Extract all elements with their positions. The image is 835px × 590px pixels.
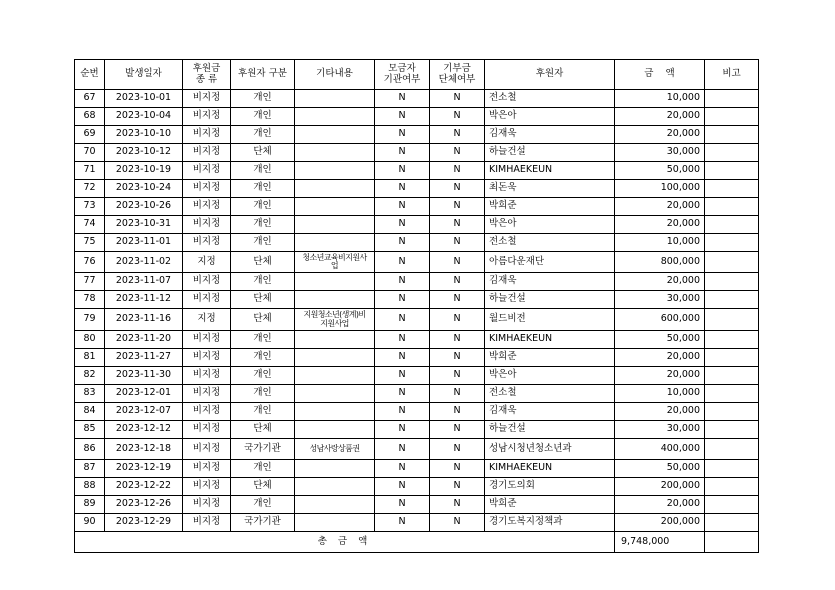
cell-donor: 박은아 xyxy=(485,216,615,234)
header-seq: 순번 xyxy=(75,60,105,90)
cell-fundraising-org: N xyxy=(375,234,430,252)
cell-remarks xyxy=(705,198,759,216)
cell-donor: 경기도의회 xyxy=(485,478,615,496)
header-donor: 후원자 xyxy=(485,60,615,90)
cell-remarks xyxy=(705,496,759,514)
cell-seq: 78 xyxy=(75,291,105,309)
cell-donor-type: 개인 xyxy=(231,180,295,198)
cell-kind: 비지정 xyxy=(183,331,231,349)
header-kind-line1: 후원금 xyxy=(192,62,221,74)
cell-kind: 비지정 xyxy=(183,126,231,144)
cell-donor-type: 개인 xyxy=(231,126,295,144)
cell-donor: 성남시청년청소년과 xyxy=(485,439,615,460)
cell-donor-type: 개인 xyxy=(231,460,295,478)
cell-amount: 10,000 xyxy=(615,234,705,252)
cell-donation-group: N xyxy=(430,385,485,403)
cell-fundraising-org: N xyxy=(375,331,430,349)
cell-donor: 박은아 xyxy=(485,108,615,126)
cell-fundraising-org: N xyxy=(375,309,430,331)
cell-fundraising-org: N xyxy=(375,126,430,144)
cell-donor-type: 단체 xyxy=(231,478,295,496)
cell-fundraising-org: N xyxy=(375,403,430,421)
cell-donation-group: N xyxy=(430,496,485,514)
cell-amount: 20,000 xyxy=(615,198,705,216)
cell-donor-type: 개인 xyxy=(231,331,295,349)
cell-kind: 비지정 xyxy=(183,478,231,496)
table-row xyxy=(75,180,759,198)
cell-donor: 월드비전 xyxy=(485,309,615,331)
table-row xyxy=(75,90,759,108)
cell-donor: KIMHAEKEUN xyxy=(485,162,615,180)
cell-donor-type: 국가기관 xyxy=(231,514,295,532)
table-row xyxy=(75,291,759,309)
cell-kind: 비지정 xyxy=(183,234,231,252)
cell-donor: 하늘건설 xyxy=(485,291,615,309)
table-row xyxy=(75,460,759,478)
cell-date: 2023-10-12 xyxy=(105,144,183,162)
table-row xyxy=(75,385,759,403)
cell-note xyxy=(295,180,375,198)
cell-amount: 50,000 xyxy=(615,162,705,180)
cell-note xyxy=(295,385,375,403)
table-row xyxy=(75,309,759,331)
cell-remarks xyxy=(705,90,759,108)
cell-fundraising-org: N xyxy=(375,162,430,180)
cell-remarks xyxy=(705,349,759,367)
cell-date: 2023-12-12 xyxy=(105,421,183,439)
cell-donor: 김재욱 xyxy=(485,403,615,421)
cell-date: 2023-10-19 xyxy=(105,162,183,180)
cell-remarks xyxy=(705,234,759,252)
cell-remarks xyxy=(705,108,759,126)
cell-seq: 70 xyxy=(75,144,105,162)
cell-seq: 76 xyxy=(75,252,105,273)
cell-seq: 68 xyxy=(75,108,105,126)
header-kind xyxy=(183,60,231,90)
cell-remarks xyxy=(705,385,759,403)
cell-seq: 83 xyxy=(75,385,105,403)
cell-donation-group: N xyxy=(430,90,485,108)
cell-donor: 김재욱 xyxy=(485,126,615,144)
cell-kind: 비지정 xyxy=(183,460,231,478)
cell-donation-group: N xyxy=(430,144,485,162)
cell-donor: 전소철 xyxy=(485,234,615,252)
table-row xyxy=(75,478,759,496)
cell-seq: 86 xyxy=(75,439,105,460)
cell-date: 2023-12-07 xyxy=(105,403,183,421)
cell-amount: 20,000 xyxy=(615,273,705,291)
cell-donor: 박은아 xyxy=(485,367,615,385)
table-row xyxy=(75,126,759,144)
cell-amount: 20,000 xyxy=(615,126,705,144)
cell-donation-group: N xyxy=(430,126,485,144)
cell-fundraising-org: N xyxy=(375,385,430,403)
cell-date: 2023-12-18 xyxy=(105,439,183,460)
cell-date: 2023-11-16 xyxy=(105,309,183,331)
cell-donor: 박희준 xyxy=(485,198,615,216)
cell-fundraising-org: N xyxy=(375,496,430,514)
cell-amount: 20,000 xyxy=(615,108,705,126)
cell-seq: 82 xyxy=(75,367,105,385)
cell-donation-group: N xyxy=(430,439,485,460)
table-row xyxy=(75,198,759,216)
cell-amount: 20,000 xyxy=(615,367,705,385)
cell-date: 2023-11-07 xyxy=(105,273,183,291)
header-row xyxy=(75,60,759,90)
cell-kind: 비지정 xyxy=(183,180,231,198)
cell-note xyxy=(295,108,375,126)
cell-date: 2023-11-20 xyxy=(105,331,183,349)
table-row xyxy=(75,108,759,126)
cell-seq: 71 xyxy=(75,162,105,180)
cell-note xyxy=(295,90,375,108)
cell-kind: 비지정 xyxy=(183,367,231,385)
table-row xyxy=(75,162,759,180)
cell-donor-type: 단체 xyxy=(231,309,295,331)
cell-seq: 69 xyxy=(75,126,105,144)
cell-note xyxy=(295,126,375,144)
cell-donor-type: 개인 xyxy=(231,216,295,234)
cell-note xyxy=(295,496,375,514)
cell-donation-group: N xyxy=(430,108,485,126)
cell-kind: 비지정 xyxy=(183,514,231,532)
cell-kind: 비지정 xyxy=(183,496,231,514)
cell-donor: 최돈욱 xyxy=(485,180,615,198)
cell-remarks xyxy=(705,144,759,162)
cell-donation-group: N xyxy=(430,349,485,367)
cell-donor-type: 개인 xyxy=(231,198,295,216)
header-amount: 금 액 xyxy=(615,60,705,90)
table-row xyxy=(75,216,759,234)
cell-amount: 30,000 xyxy=(615,291,705,309)
cell-note: 청소년교육비지원사업 xyxy=(295,252,375,273)
cell-donation-group: N xyxy=(430,216,485,234)
cell-note xyxy=(295,144,375,162)
cell-note xyxy=(295,349,375,367)
cell-donor-type: 개인 xyxy=(231,385,295,403)
header-note: 기타내용 xyxy=(295,60,375,90)
cell-remarks xyxy=(705,162,759,180)
cell-remarks xyxy=(705,273,759,291)
cell-seq: 88 xyxy=(75,478,105,496)
header-fundraising-org xyxy=(375,60,430,90)
table-row xyxy=(75,439,759,460)
cell-note xyxy=(295,367,375,385)
cell-kind: 비지정 xyxy=(183,291,231,309)
cell-donation-group: N xyxy=(430,331,485,349)
cell-donation-group: N xyxy=(430,162,485,180)
cell-donation-group: N xyxy=(430,478,485,496)
cell-fundraising-org: N xyxy=(375,198,430,216)
cell-amount: 100,000 xyxy=(615,180,705,198)
cell-remarks xyxy=(705,331,759,349)
cell-remarks xyxy=(705,309,759,331)
table-row xyxy=(75,367,759,385)
cell-note xyxy=(295,291,375,309)
cell-remarks xyxy=(705,252,759,273)
cell-kind: 비지정 xyxy=(183,216,231,234)
header-donation-group xyxy=(430,60,485,90)
cell-fundraising-org: N xyxy=(375,108,430,126)
cell-donor: KIMHAEKEUN xyxy=(485,460,615,478)
cell-donor: 경기도복지정책과 xyxy=(485,514,615,532)
cell-date: 2023-12-01 xyxy=(105,385,183,403)
cell-seq: 80 xyxy=(75,331,105,349)
cell-seq: 87 xyxy=(75,460,105,478)
total-row xyxy=(75,532,759,553)
cell-seq: 75 xyxy=(75,234,105,252)
cell-fundraising-org: N xyxy=(375,216,430,234)
cell-date: 2023-12-29 xyxy=(105,514,183,532)
cell-seq: 85 xyxy=(75,421,105,439)
cell-donation-group: N xyxy=(430,403,485,421)
cell-seq: 90 xyxy=(75,514,105,532)
cell-donation-group: N xyxy=(430,367,485,385)
cell-kind: 비지정 xyxy=(183,273,231,291)
cell-remarks xyxy=(705,403,759,421)
cell-donor: 박희준 xyxy=(485,349,615,367)
cell-remarks xyxy=(705,216,759,234)
cell-fundraising-org: N xyxy=(375,291,430,309)
cell-fundraising-org: N xyxy=(375,252,430,273)
cell-amount: 10,000 xyxy=(615,90,705,108)
cell-kind: 비지정 xyxy=(183,349,231,367)
cell-fundraising-org: N xyxy=(375,514,430,532)
donation-ledger-table xyxy=(74,59,759,553)
cell-fundraising-org: N xyxy=(375,144,430,162)
table-row xyxy=(75,331,759,349)
cell-donor-type: 개인 xyxy=(231,367,295,385)
cell-donation-group: N xyxy=(430,421,485,439)
cell-fundraising-org: N xyxy=(375,478,430,496)
cell-note xyxy=(295,403,375,421)
table-row xyxy=(75,514,759,532)
cell-donor-type: 단체 xyxy=(231,144,295,162)
cell-seq: 67 xyxy=(75,90,105,108)
total-remarks xyxy=(705,532,759,553)
cell-donor-type: 개인 xyxy=(231,234,295,252)
cell-donor-type: 개인 xyxy=(231,349,295,367)
cell-note xyxy=(295,514,375,532)
cell-amount: 600,000 xyxy=(615,309,705,331)
cell-donor: 하늘건설 xyxy=(485,421,615,439)
cell-fundraising-org: N xyxy=(375,367,430,385)
cell-amount: 200,000 xyxy=(615,478,705,496)
cell-date: 2023-10-04 xyxy=(105,108,183,126)
cell-amount: 20,000 xyxy=(615,349,705,367)
cell-donor: 김재욱 xyxy=(485,273,615,291)
cell-date: 2023-11-12 xyxy=(105,291,183,309)
table-row xyxy=(75,349,759,367)
header-donation-group-line1: 기부금 xyxy=(443,62,471,74)
table-footer xyxy=(75,532,759,553)
cell-fundraising-org: N xyxy=(375,439,430,460)
cell-donation-group: N xyxy=(430,460,485,478)
cell-amount: 200,000 xyxy=(615,514,705,532)
cell-fundraising-org: N xyxy=(375,460,430,478)
cell-fundraising-org: N xyxy=(375,273,430,291)
cell-amount: 50,000 xyxy=(615,331,705,349)
cell-seq: 72 xyxy=(75,180,105,198)
cell-donor-type: 단체 xyxy=(231,291,295,309)
cell-date: 2023-12-22 xyxy=(105,478,183,496)
cell-donor-type: 국가기관 xyxy=(231,439,295,460)
cell-kind: 비지정 xyxy=(183,162,231,180)
cell-date: 2023-11-01 xyxy=(105,234,183,252)
cell-date: 2023-10-01 xyxy=(105,90,183,108)
cell-note xyxy=(295,460,375,478)
cell-fundraising-org: N xyxy=(375,180,430,198)
cell-donor-type: 개인 xyxy=(231,496,295,514)
cell-remarks xyxy=(705,514,759,532)
cell-remarks xyxy=(705,367,759,385)
cell-amount: 400,000 xyxy=(615,439,705,460)
header-donation-group-line2: 단체여부 xyxy=(438,73,476,85)
table-row xyxy=(75,421,759,439)
table-body xyxy=(75,90,759,532)
cell-note xyxy=(295,478,375,496)
cell-donation-group: N xyxy=(430,273,485,291)
cell-donation-group: N xyxy=(430,291,485,309)
cell-donor-type: 개인 xyxy=(231,403,295,421)
cell-date: 2023-12-19 xyxy=(105,460,183,478)
header-kind-line2: 종 류 xyxy=(195,73,218,85)
header-date: 발생일자 xyxy=(105,60,183,90)
cell-remarks xyxy=(705,126,759,144)
cell-seq: 81 xyxy=(75,349,105,367)
cell-donor: 전소철 xyxy=(485,385,615,403)
cell-note xyxy=(295,162,375,180)
cell-remarks xyxy=(705,180,759,198)
cell-donation-group: N xyxy=(430,514,485,532)
cell-seq: 73 xyxy=(75,198,105,216)
table-row xyxy=(75,403,759,421)
cell-note xyxy=(295,216,375,234)
cell-fundraising-org: N xyxy=(375,90,430,108)
cell-donor: 박희준 xyxy=(485,496,615,514)
cell-note xyxy=(295,421,375,439)
cell-donor: KIMHAEKEUN xyxy=(485,331,615,349)
header-donor-type: 후원자 구분 xyxy=(231,60,295,90)
cell-donation-group: N xyxy=(430,252,485,273)
cell-donor-type: 개인 xyxy=(231,108,295,126)
cell-date: 2023-10-26 xyxy=(105,198,183,216)
cell-kind: 비지정 xyxy=(183,421,231,439)
table-header xyxy=(75,60,759,90)
cell-remarks xyxy=(705,421,759,439)
cell-date: 2023-10-24 xyxy=(105,180,183,198)
cell-kind: 비지정 xyxy=(183,198,231,216)
cell-remarks xyxy=(705,478,759,496)
cell-donation-group: N xyxy=(430,198,485,216)
cell-amount: 10,000 xyxy=(615,385,705,403)
table-row xyxy=(75,144,759,162)
cell-donor-type: 단체 xyxy=(231,421,295,439)
cell-date: 2023-11-30 xyxy=(105,367,183,385)
cell-note xyxy=(295,331,375,349)
cell-donor-type: 개인 xyxy=(231,162,295,180)
cell-donation-group: N xyxy=(430,180,485,198)
cell-donor: 전소철 xyxy=(485,90,615,108)
table-row xyxy=(75,496,759,514)
header-fundraising-org-line2: 기관여부 xyxy=(383,73,421,85)
cell-seq: 79 xyxy=(75,309,105,331)
cell-note: 성남사랑상품권 xyxy=(295,439,375,460)
cell-date: 2023-10-10 xyxy=(105,126,183,144)
cell-amount: 30,000 xyxy=(615,144,705,162)
cell-note xyxy=(295,234,375,252)
cell-fundraising-org: N xyxy=(375,421,430,439)
total-amount: 9,748,000 xyxy=(615,532,705,553)
cell-seq: 77 xyxy=(75,273,105,291)
cell-donation-group: N xyxy=(430,309,485,331)
cell-amount: 20,000 xyxy=(615,403,705,421)
cell-seq: 74 xyxy=(75,216,105,234)
cell-kind: 지정 xyxy=(183,252,231,273)
cell-date: 2023-11-02 xyxy=(105,252,183,273)
cell-date: 2023-10-31 xyxy=(105,216,183,234)
cell-date: 2023-11-27 xyxy=(105,349,183,367)
cell-kind: 비지정 xyxy=(183,108,231,126)
cell-date: 2023-12-26 xyxy=(105,496,183,514)
cell-note xyxy=(295,198,375,216)
cell-kind: 지정 xyxy=(183,309,231,331)
cell-donor-type: 개인 xyxy=(231,273,295,291)
cell-fundraising-org: N xyxy=(375,349,430,367)
table-row xyxy=(75,273,759,291)
cell-donor: 하늘건설 xyxy=(485,144,615,162)
cell-amount: 20,000 xyxy=(615,496,705,514)
cell-amount: 30,000 xyxy=(615,421,705,439)
cell-seq: 84 xyxy=(75,403,105,421)
cell-seq: 89 xyxy=(75,496,105,514)
cell-kind: 비지정 xyxy=(183,385,231,403)
table-row xyxy=(75,252,759,273)
cell-amount: 800,000 xyxy=(615,252,705,273)
cell-donation-group: N xyxy=(430,234,485,252)
cell-donor-type: 개인 xyxy=(231,90,295,108)
cell-kind: 비지정 xyxy=(183,439,231,460)
cell-kind: 비지정 xyxy=(183,90,231,108)
cell-remarks xyxy=(705,460,759,478)
cell-kind: 비지정 xyxy=(183,403,231,421)
cell-kind: 비지정 xyxy=(183,144,231,162)
cell-amount: 20,000 xyxy=(615,216,705,234)
cell-remarks xyxy=(705,439,759,460)
cell-amount: 50,000 xyxy=(615,460,705,478)
total-label: 총 금 액 xyxy=(75,532,615,553)
cell-donor: 아름다운재단 xyxy=(485,252,615,273)
cell-donor-type: 단체 xyxy=(231,252,295,273)
cell-note: 지원청소년(생계)비 지원사업 xyxy=(295,309,375,331)
header-remarks: 비고 xyxy=(705,60,759,90)
cell-note xyxy=(295,273,375,291)
header-fundraising-org-line1: 모금자 xyxy=(388,62,416,74)
cell-remarks xyxy=(705,291,759,309)
table-row xyxy=(75,234,759,252)
